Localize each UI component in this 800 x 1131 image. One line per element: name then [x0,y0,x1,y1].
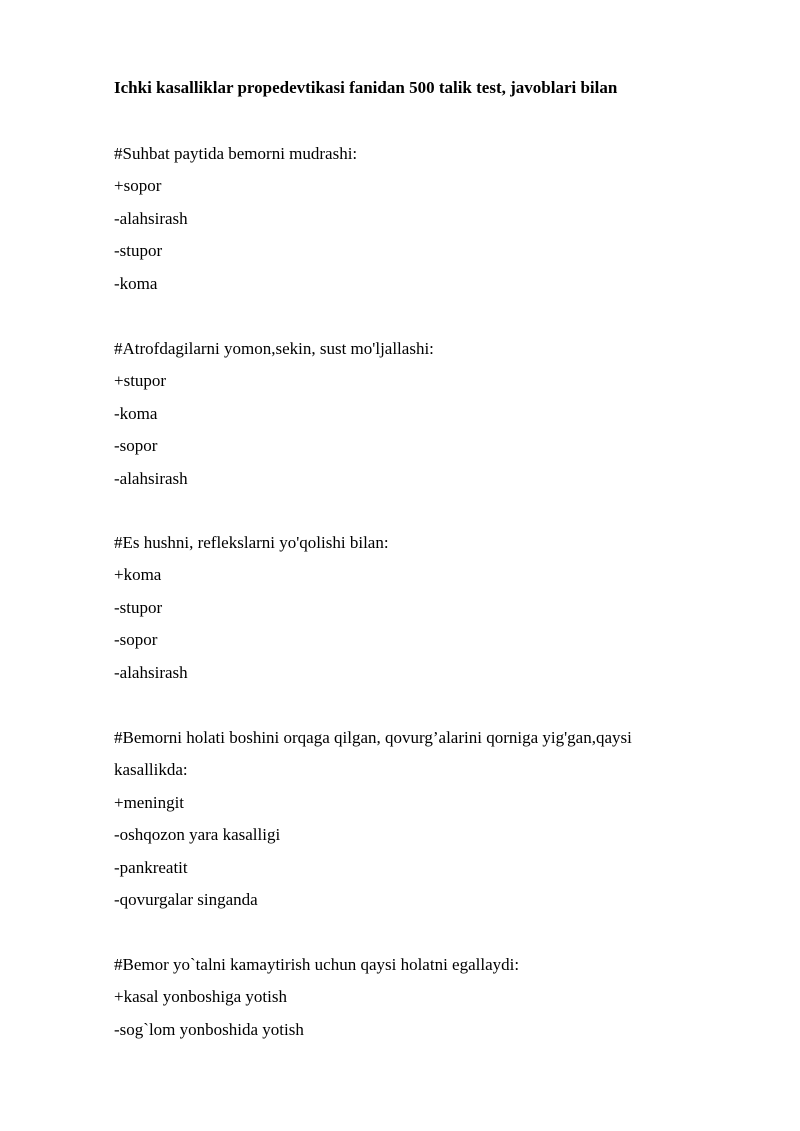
answer-option: -alahsirash [114,208,188,228]
question-block [114,138,704,300]
document-title: Ichki kasalliklar propedevtikasi fanidan 500 talik test, javoblari bilan [114,78,618,97]
answer-option: -qovurgalar singanda [114,890,258,910]
question-text: #Atrofdagilarni yomon,sekin, sust mo'ljallashi: [114,339,434,358]
answer-option: -koma [114,403,158,423]
question-block [114,527,704,689]
answer-option: -pankreatit [114,857,188,877]
answer-option: -oshqozon yara kasalligi [114,825,281,845]
answer-option: -alahsirash [114,468,188,488]
answer-option-correct: +stupor [114,371,167,391]
question-text: #Bemorni holati boshini orqaga qilgan, qovurg’alarini qorniga yig'gan,qaysi kasallikda: [114,728,632,780]
question-text: #Suhbat paytida bemorni mudrashi: [114,144,358,163]
answer-option-correct: +sopor [114,176,162,196]
answer-option: -stupor [114,597,163,617]
answer-option: -alahsirash [114,662,188,682]
question-block [114,722,704,916]
question-text: #Bemor yo`talni kamaytirish uchun qaysi holatni egallaydi: [114,955,520,974]
answer-option-correct: +kasal yonboshiga yotish [114,987,287,1007]
question-text: #Es hushni, reflekslarni yo'qolishi bilan: [114,533,389,552]
answer-option: -koma [114,273,158,293]
question-block [114,949,704,1046]
question-block [114,333,704,495]
answer-option: -sopor [114,630,158,650]
answer-option: -stupor [114,241,163,261]
answer-option-correct: +koma [114,565,162,585]
answer-option: -sopor [114,436,158,456]
answer-option: -sog`lom yonboshida yotish [114,1019,304,1039]
answer-option-correct: +meningit [114,792,185,812]
